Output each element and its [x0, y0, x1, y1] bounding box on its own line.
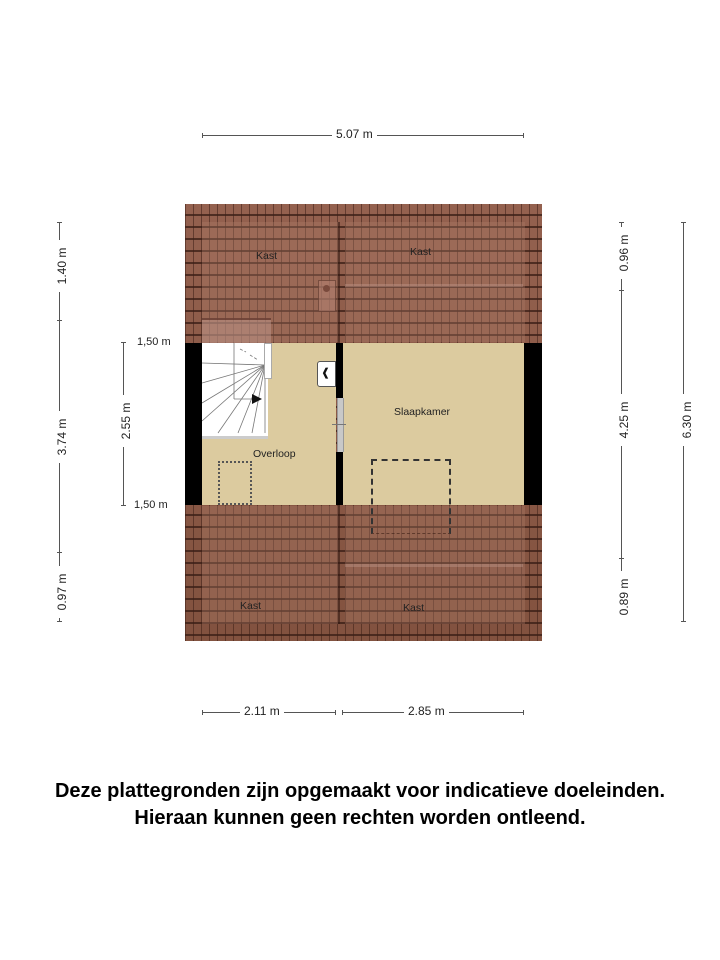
stair-steps	[202, 343, 268, 439]
dimension-label-right-middle: 4.25 m	[617, 394, 631, 446]
room-label-kast-top-right: Kast	[410, 246, 432, 258]
dimension-label-left-top: 1.40 m	[55, 240, 69, 292]
room-label-kast-bottom-left: Kast	[240, 600, 262, 612]
wall-middle-top	[336, 343, 343, 398]
dimension-bottom-right	[342, 704, 524, 722]
stair-landing-upper	[202, 318, 271, 345]
dimension-label-knee-bottom: 1,50 m	[134, 499, 168, 511]
roof-window-overloop	[218, 461, 252, 505]
door-opening	[337, 398, 344, 452]
heating-unit	[317, 361, 336, 387]
disclaimer-line-2: Hieraan kunnen geen rechten worden ontleend.	[134, 807, 586, 829]
kast-bottom-left-zone	[202, 506, 338, 624]
dimension-bottom-left	[202, 704, 336, 722]
dimension-label-right-bottom: 0.89 m	[617, 571, 631, 623]
roof-window-slaapkamer	[371, 459, 451, 534]
dimension-label-inner-height: 2.55 m	[119, 395, 133, 447]
staircase	[202, 318, 272, 438]
flame-icon: ❰	[321, 367, 331, 379]
dimension-label: 5.07 m	[332, 127, 377, 141]
dimension-label-left-middle: 3.74 m	[55, 411, 69, 463]
stair-rail	[264, 343, 272, 379]
room-label-overloop: Overloop	[253, 448, 296, 460]
stair-direction-arrow-icon	[252, 394, 262, 404]
roof-line-bottom	[345, 564, 523, 567]
dimension-label-left-bottom: 0.97 m	[55, 566, 69, 618]
dimension-label: 2.85 m	[404, 704, 449, 718]
dimension-label-knee-top: 1,50 m	[137, 336, 171, 348]
wall-middle-bottom	[336, 452, 343, 505]
room-label-kast-bottom-right: Kast	[403, 602, 425, 614]
stair-lines-icon	[202, 343, 268, 436]
disclaimer-line-1: Deze plattegronden zijn opgemaakt voor indicatieve doeleinden.	[54, 780, 666, 802]
dimension-top-total	[202, 127, 524, 147]
dimension-label-right-top: 0.96 m	[617, 227, 631, 279]
chimney-vent	[318, 280, 336, 312]
kast-top-right-zone	[345, 222, 525, 342]
room-label-kast-top-left: Kast	[256, 250, 278, 262]
wall-right	[524, 343, 542, 505]
wall-left	[185, 343, 202, 505]
vent-circle-icon	[323, 285, 330, 292]
room-label-slaapkamer: Slaapkamer	[394, 406, 451, 418]
dimension-label-right-total: 6.30 m	[680, 394, 694, 446]
roof-line-top	[345, 284, 523, 287]
dimension-label: 2.11 m	[240, 704, 284, 718]
disclaimer	[0, 778, 720, 832]
floor-plan	[185, 204, 542, 641]
door-swing-line	[332, 424, 346, 425]
